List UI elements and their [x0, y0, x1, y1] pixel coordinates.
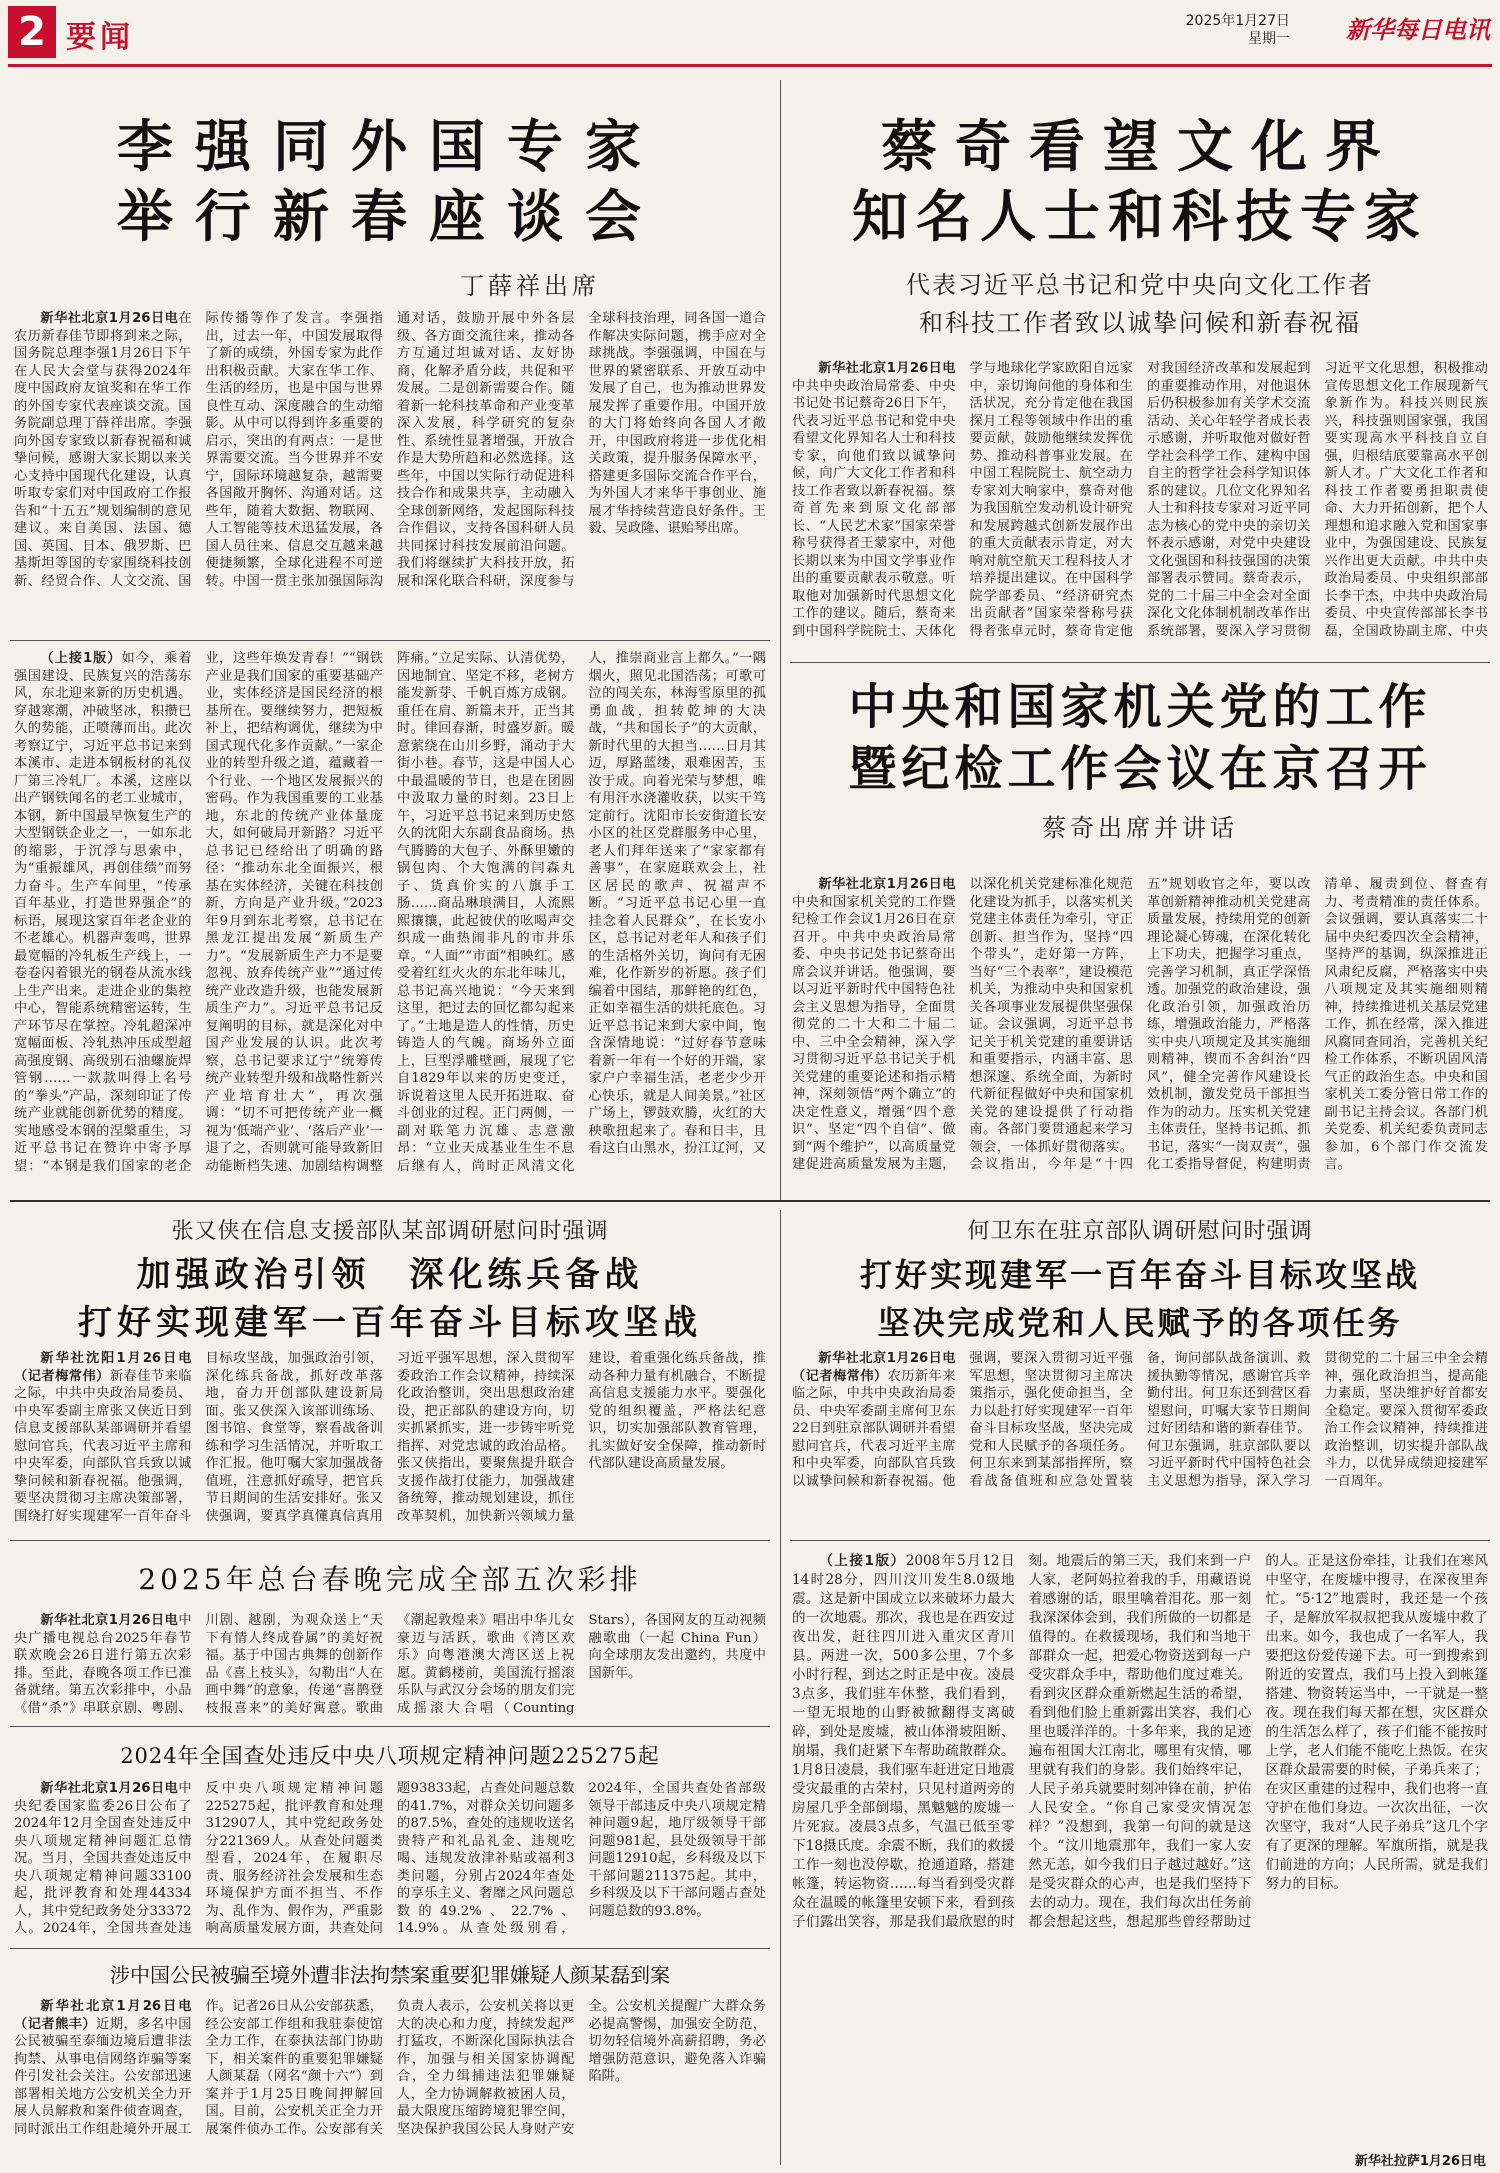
headline: 2025年总台春晚完成全部五次彩排 [138, 1563, 642, 1596]
article-li-qiang-body [14, 310, 766, 632]
column-divider [780, 1210, 781, 2165]
masthead-rule [8, 64, 1492, 67]
article-zhang-youxia-body [14, 1350, 766, 1530]
article-text: 中央纪委国家监委26日公布了2024年12月全国查处违反中央八项规定精神问题汇总情况。当月，全国共查处违反中央八项规定精神问题33100起，批评教育和处理44334人，其中党纪政务处分33372人。2024年，全国共查处违反中央八项规定精神问题225275起，批评教育和处理312907人，其中党纪政务处分221369人。从查处问题类型看，2024年，在履职尽责、服务经济社会发展和生态环境保护方面不担当、不作为、乱作为、假作为，严重影响高质量发展方面，共查处问题93833起，占查处问题总数的41.7%，对群众关切问题多的87.5%，查处的违规收送名贵特产和礼品礼金、违规吃喝、违规发放津补贴或福利3类问题，分别占2024年查处的享乐主义、奢靡之风问题总数的49.2%、22.7%、14.9%。从查处级别看，2024年，全国共查处省部级领导干部违反中央八项规定精神问题9起，地厅级领导干部问题981起，县处级领导干部问题12910起，乡科级及以下干部问题211375起。其中，乡科级及以下干部问题占查处问题总数的93.8%。 [14, 1781, 766, 1936]
headline-line2: 举行新春座谈会 [117, 184, 663, 250]
article-text: 近期，多名中国公民被骗至泰缅边境后遭非法拘禁、从事电信网络诈骗等案件引发社会关注。公安部迅速部署相关地方公安机关全力开展人员解救和案件侦查调查，同时派出工作组赴境外开展工作。记者26日从公安部获悉，经公安部工作组和我驻泰使馆全力工作，在泰执法部门协助下，相关案件的重要犯罪嫌疑人颜某磊（网名“颜十六”）到案并于1月25日晚间押解回国。目前，公安机关正全力开展案件侦办工作。公安部有关负责人表示，公安机关将以更大的决心和力度，持续发起严打猛攻，不断深化国际执法合作，加强与相关国家协调配合，全力缉捕违法犯罪嫌疑人，全力协调解救被困人员，最大限度压缩跨境犯罪空间，坚决保护我国公民人身财产安全。公安机关提醒广大群众务必提高警惕，加强安全防范，切勿轻信境外高薪招聘，务必增强防范意识，避免落入诈骗陷阱。 [14, 1999, 766, 2137]
article-central-organs-body [792, 876, 1488, 1188]
dateline: 新华社北京1月26日电 [40, 311, 179, 326]
article-cai-qi-culture [790, 112, 1490, 342]
article-text: 在农历新春佳节即将到来之际，国务院总理李强1月26日下午在人民大会堂与获得2024年度中国政府友谊奖和在华工作的外国专家代表座谈交流。国务院副总理丁薛祥出席。李强向外国专家致以新春祝福和诚挚问候，感谢大家长期以来关心支持中国现代化建设，认真听取专家们对中国政府工作报告和“十五五”规划编制的意见建议。来自美国、法国、德国、英国、日本、俄罗斯、巴基斯坦等国的专家围绕科技创新、经贸合作、人文交流、国际传播等作了发言。李强指出，过去一年，中国发展取得了新的成绩，外国专家为此作出积极贡献。大家在华工作、生活的经历，也是中国与世界良性互动、深度融合的生动缩影。从中可以得到许多重要的启示，突出的有两点：一是世界需要交流。当今世界并不安宁，国际环境越复杂，越需要各国敞开胸怀、沟通对话。这些年，随着大数据、物联网、人工智能等技术迅猛发展，各国人员往来、信息交互越来越便捷频繁，全球化进程不可逆转。中国一贯主张加强国际沟通对话，鼓励开展中外各层级、各方面交流往来，推动各方互通过坦诚对话、友好协商，化解矛盾分歧，共促和平发展。二是创新需要合作。随着新一轮科技革命和产业变革深入发展，科学研究的复杂性、系统性显著增强，开放合作是大势所趋和必然选择。这些年，中国以实际行动促进科技合作和成果共享，主动融入全球创新网络，发起国际科技合作倡议，支持各国科研人员共同探讨科技发展前沿问题。我们将继续扩大科技开放，拓展和深化联合科研，深度参与全球科技治理，同各国一道合作解决实际问题，携手应对全球挑战。李强强调，中国在与世界的紧密联系、开放互动中发展了自己，也为推动世界发展发挥了重要作用。中国开放的大门将始终向各国人才敞开，中国政府将进一步优化相关政策，提升服务保障水平，搭建更多国际交流合作平台，为外国人才来华干事创业、施展才华持续营造良好条件。王毅、吴政隆、谌贻琴出席。 [14, 311, 766, 589]
dateline: 新华社北京1月26日电 [818, 361, 956, 376]
dateline: 新华社北京1月26日电（记者熊丰） [14, 1999, 192, 2032]
dateline: 新华社北京1月26日电 [818, 877, 956, 892]
divider [10, 640, 770, 641]
newspaper-logo: 新华每日电讯 [1346, 15, 1490, 44]
article-text: 农历新年来临之际，中共中央政治局委员、中央军委副主席何卫东22日到驻京部队调研并看望慰问官兵，代表习近平主席和中央军委，向部队官兵致以诚挚问候和新春祝福。他强调，要深入贯彻习近平强军思想，坚决贯彻习主席决策指示，强化使命担当，全力以赴打好实现建军一百年奋斗目标攻坚战，坚决完成党和人民赋予的各项任务。何卫东来到某部指挥所，察看战备值班和应急处置装备，询问部队战备演训、救援执勤等情况，感谢官兵辛勤付出。何卫东还到营区看望慰问，叮嘱大家节日期间过好团结和谐的新春佳节。何卫东强调，驻京部队要以习近平新时代中国特色社会主义思想为指导，深入学习贯彻党的二十届三中全会精神，强化政治担当，提高能力素质，坚决维护好首都安全稳定。要深入贯彻军委政治工作会议精神，持续推进政治整训，切实提升部队战斗力，以优异成绩迎接建军一百周年。 [792, 1351, 1488, 1489]
article-cai-qi-culture-body [792, 360, 1488, 652]
divider [10, 1726, 770, 1727]
page-number: 2 [8, 6, 56, 58]
kicker: 何卫东在驻京部队调研慰问时强调 [967, 1219, 1313, 1244]
headline-line1: 李强同外国专家 [117, 114, 663, 180]
dateline-end: 新华社拉萨1月26日电 [1354, 2154, 1486, 2169]
article-text: 中央广播电视总台2025年春节联欢晚会26日进行第五次彩排。至此，春晚各项工作已准备就绪。第五次彩排中，小品《借“杀”》串联京剧、粤剧、川剧、越剧，为观众送上“天下有情人终成眷属”的美好祝福。基于中国古典舞的创新作品《喜上枝头》，勾勒出“人在画中舞”的意象，传递“喜鹊登枝报喜来”的美好寓意。歌曲《潮起敦煌来》唱出中华儿女豪迈与活跃，歌曲《湾区欢乐》向粤港澳大湾区送上祝愿。黄鹤楼前，美国流行摇滚乐队与武汉分会场的朋友们完成摇滚大合唱（Counting Stars），各国网友的互动视频融歌曲（一起 China Fun）向全球朋友发出邀约，共度中国新年。 [14, 1613, 766, 1716]
article-text: 中共中央政治局常委、中央书记处书记蔡奇26日下午，代表习近平总书记和党中央看望文化界知名人士和科技专家，向他们致以诚挚问候，向广大文化工作者和科技工作者致以新春祝福。蔡奇首先来到原文化部部长、“人民艺术家”国家荣誉称号获得者王蒙家中，对他长期以来为中国文学事业作出的重要贡献表示敬意。听取他对加强新时代思想文化工作的建议。随后，蔡奇来到中国科学院院士、天体化学与地球化学家欧阳自远家中，亲切询问他的身体和生活状况，充分肯定他在我国探月工程等领域中作出的重要贡献，鼓励他继续发挥优势、推动科普事业发展。在中国工程院院士、航空动力专家刘大响家中，蔡奇对他为我国航空发动机设计研究和发展跨越式创新发展作出的重大贡献表示肯定，对大响对航空航天工程科技人才培养提出建议。在中国科学院学部委员、“经济研究杰出贡献者”国家荣誉称号获得者张卓元时，蔡奇肯定他对我国经济改革和发展起到的重要推动作用，对他退休后仍积极参加有关学术交流活动、关心年轻学者成长表示感谢，并听取他对做好哲学社会科学工作、建构中国自主的哲学社会科学知识体系的建议。几位文化界知名人士和科技专家对习近平同志为核心的党中央的亲切关怀表示感谢，对党中央建设文化强国和科技强国的决策部署表示赞同。蔡奇表示，党的二十届三中全会对全面深化文化体制机制改革作出系统部署，要深入学习贯彻习近平文化思想，积极推动宣传思想文化工作展现新气象新作为。科技兴则民族兴，科技强则国家强，我国要实现高水平科技自立自强，归根结底要靠高水平创新人才。广大文化工作者和科技工作者要勇担职责使命、大力开拓创新，把个人理想和追求融入党和国家事业中，为强国建设、民族复兴作出更大贡献。中共中央政治局委员、中央组织部部长李干杰，中共中央政治局委员、中央宣传部部长李书磊，全国政协副主席、中央 [792, 361, 1488, 639]
article-text: 新春佳节来临之际，中共中央政治局委员、中央军委副主席张又侠近日到信息支援部队某部调研并看望慰问官兵，代表习近平主席和中央军委，向部队官兵致以诚挚问候和新春祝福。他强调，要坚决贯彻习主席决策部署，围绕打好实现建军一百年奋斗目标攻坚战，加强政治引领，深化练兵备战，抓好改革落地，奋力开创部队建设新局面。张又侠深入该部训练场、图书馆、食堂等，察看战备训练和学习生活情况，并听取工作汇报。他叮嘱大家加强战备值班，注意抓好疏导，把官兵节日期间的生活安排好。张又侠强调，要真学真懂真信真用习近平强军思想，深入贯彻军委政治工作会议精神，持续深化政治整训，突出思想政治建设，把正部队的建设方向，切实抓紧抓实，进一步铸牢听党指挥、对党忠诚的政治品格。张又侠指出，要聚焦提升联合支援作战打仗能力，加强战建备统筹，推动规划建设，抓住改革契机，加快新兴领域力量建设，着重强化练兵备战，推动各种力量有机融合，不断提高信息支援能力水平。要强化党的组织覆盖，严格法纪意识，切实加强部队教育管理，扎实做好安全保障，推动新时代部队建设高质量发展。 [14, 1351, 766, 1524]
divider [790, 662, 1490, 663]
headline: 涉中国公民被骗至境外遭非法拘禁案重要犯罪嫌疑人颜某磊到案 [110, 1963, 670, 1987]
section-title: 要闻 [66, 20, 134, 55]
article-text: 如今，乘着强国建设、民族复兴的浩荡东风，东北迎来新的历史机遇。穿越寒潮，冲破坚冰，积攒已久的势能，正喷薄而出。此次考察辽宁，习近平总书记来到本溪市、走进本钢板材的礼仪厂第三冷轧厂。本溪，这座以出产钢铁闻名的老工业城市，本钢，新中国最早恢复生产的大型钢铁企业之一，一如东北的缩影，于沉浮与思索中，为“重振雄风，再创佳绩”而努力奋斗。生产车间里，“传承百年基业，打造世界强企”的标语，展现这家百年老企业的不老雄心。机器声轰鸣，世界最宽幅的冷轧板生产线上，一卷卷闪着银光的钢卷从流水线上生产出来。走进企业的集控中心，智能系统精密运转，生产环节尽在掌控。冷轧超深冲宽幅面板、冷轧热冲压成型超高强度钢、高级别石油螺旋焊管钢……一款款叫得上名号的“拳头”产品，深刻印证了传统产业就能创新优势的精度。实地感受本钢的涅槃重生，习近平总书记在赞许中寄予厚望：“本钢是我们国家的老企业，这些年焕发青春！”“钢铁产业是我们国家的重要基础产业，实体经济是国民经济的根基所在。要继续努力，把短板补上，把结构调优，继续为中国式现代化多作贡献。”一家企业的转型升级之道，蕴藏着一个行业、一个地区发展振兴的密码。作为我国重要的工业基地，东北的传统产业体量庞大，如何破局开新路？习近平总书记已经给出了明确的路径：“推动东北全面振兴，根基在实体经济，关键在科技创新，方向是产业升级。”2023年9月到东北考察，总书记在黑龙江提出发展“新质生产力”。“发展新质生产力不是要忽视、放弃传统产业”“通过传统产业改造升级，也能发展新质生产力”。习近平总书记反复阐明的目标，就是深化对中国产业发展的认识。此次考察，总书记要求辽宁“统筹传统产业转型升级和战略性新兴产业培育壮大”，再次强调：“切不可把传统产业一概视为‘低端产业’、‘落后产业’一退了之，否则就可能导致新旧动能断档失速、加剧结构调整阵痛。”立足实际、认清优势，因地制宜、坚定不移，老树方能发新芽、千帆百炼方成钢。重任在肩、新篇未开，正当其时。律回春渐，时盛岁新。暖意萦绕在山川乡野，涌动于大街小巷。春节，这是中国人心中最温暖的节日，也是在团圆中汲取力量的时刻。23日上午，习近平总书记来到历史悠久的沈阳大东副食品商场。热气腾腾的大包子、外酥里嫩的锅包肉、个大饱满的闫森丸子、货真价实的八旗手工肠……商品琳琅满目，人流熙熙攘攘，此起彼伏的吆喝声交织成一曲热闹非凡的市井乐章。“人面”“市面”相映红。感受着红红火火的东北年味儿，总书记高兴地说：“今天来到这里，把过去的回忆都勾起来了。”土地是造人的性情，历史铸造人的气魄。商场外立面上，巨型浮雕壁画，展现了它自1829年以来的历史变迁，诉说着这里人民开拓进取、奋斗创业的过程。正门两侧，一副对联笔力沉雄、志意激昂：“立业天成基业生生不息后继有人，尚时正风清文化人，推崇商业言上都久。”一隅烟火，照见北国浩荡；可歌可泣的闯关东，林海雪原里的孤勇血战，担转乾坤的大决战，“共和国长子”的大贡献，新时代里的大担当……日月其迈，厚路蓝缕，艰难困苦，玉汝于成。向着光荣与梦想，唯有用汗水浇灌收获，以实干笃定前行。沈阳市长安街道长安小区的社区党群服务中心里，老人们拜年送来了“家家都有善事”，在家庭联欢会上，社区居民的歌声、祝福声不断。“习近平总书记心里一直挂念着人民群众”，在长安小区，总书记对老年人和孩子们的生活格外关切，询问有无困难，化作新岁的祈愿。孩子们编着中国结，那鲜艳的红色，正如幸福生活的烘托底色。习近平总书记来到大家中间，饱含深情地说：“过好春节意味着新一年有一个好的开端，家家户户幸福生活，老老少少开心快乐，就是人间美景。”社区广场上，锣鼓欢腾，火红的大秧歌扭起来了。春和日丰，且看这白山黑水，扮江辽河，又 [14, 651, 766, 1174]
article-zhang-youxia [10, 1214, 770, 1347]
article-fraud-case-body [14, 1998, 766, 2166]
subheadline: 蔡奇出席并讲话 [1042, 814, 1238, 842]
article-text: 中央和国家机关党的工作暨纪检工作会议1月26日在京召开。中共中央政治局常委、中央书记处书记蔡奇出席会议并讲话。他强调，要以习近平新时代中国特色社会主义思想为指导，全面贯彻党的二十大和二十届二中、三中全会精神，深入学习贯彻习近平总书记关于机关党建的重要论述和指示精神，深刻领悟“两个确立”的决定性意义，增强“四个意识”、坚定“四个自信”、做到“两个维护”，以高质量党建促进高质量发展为主题，以深化机关党建标准化规范化建设为抓手，以落实机关党建主体责任为牵引，守正创新、担当作为，坚持“四个带头”，走好第一方阵，当好“三个表率”，建设模范机关，为推动中央和国家机关各项事业发展提供坚强保证。会议强调，习近平总书记关于机关党建的重要讲话和重要指示，内涵丰富、思想深邃、系统全面，为新时代新征程做好中央和国家机关党的建设提供了行动指南。各部门要贯通起来学习领会，一体抓好贯彻落实。会议指出，今年是“十四五”规划收官之年，要以改革创新精神推动机关党建高质量发展，持续用党的创新理论凝心铸魂，在深化转化上下功夫，把握学习重点，完善学习机制，真正学深悟透。加强党的政治建设，强化政治引领，加强政治历练，增强政治能力，严格落实中央八项规定及其实施细则精神，锲而不舍纠治“四风”，健全完善作风建设长效机制，激发党员干部担当作为的动力。压实机关党建主体责任，坚持书记抓、抓书记，落实“一岗双责”，强化工委指导督促，构建明责清单、履责到位、督查有力、考责精准的责任体系。会议强调，要认真落实二十届中央纪委四次全会精神，坚持严的基调，纵深推进正风肃纪反腐，严格落实中央八项规定及其实施细则精神，持续推进机关基层党建工作，抓在经常，深入推进风腐同查同治，完善机关纪检工作体系，不断巩固风清气正的政治生态。中央和国家机关工委分管日常工作的副书记主持会议。各部门机关党委、机关纪委负责同志参加，6个部门作交流发言。 [792, 877, 1488, 1172]
divider [10, 1200, 1490, 1202]
divider [10, 1948, 770, 1949]
headline-line1: 打好实现建军一百年奋斗目标攻坚战 [859, 1256, 1420, 1294]
column-divider [780, 80, 781, 1200]
issue-date [1186, 12, 1290, 48]
dateline: 新华社沈阳1月26日电（记者梅常伟） [14, 1351, 192, 1384]
article-fraud-case [10, 1960, 770, 1990]
dateline: 新华社北京1月26日电 [40, 1781, 179, 1796]
subheadline-2: 和科技工作者致以诚挚问候和新春祝福 [919, 309, 1361, 337]
headline-line2: 打好实现建军一百年奋斗目标攻坚战 [78, 1303, 702, 1343]
subheadline: 丁薛祥出席 [460, 272, 600, 300]
issue-weekday: 星期一 [1248, 31, 1290, 47]
headline-line1: 中央和国家机关党的工作 [848, 679, 1432, 735]
continued-tag: （上接1版） [40, 651, 122, 666]
dateline: 新华社北京1月26日电（记者梅常伟） [792, 1351, 956, 1384]
headline: 2024年全国查处违反中央八项规定精神问题225275起 [120, 1744, 660, 1768]
subheadline-1: 代表习近平总书记和党中央向文化工作者 [906, 271, 1374, 299]
headline-line1: 蔡奇看望文化界 [881, 114, 1399, 180]
headline-line2: 知名人士和科技专家 [852, 184, 1428, 250]
divider [10, 1540, 770, 1541]
article-eight-point-rules-body [14, 1780, 766, 1940]
headline-line2: 暨纪检工作会议在京召开 [848, 741, 1432, 797]
article-spring-gala [10, 1560, 770, 1600]
divider [790, 1540, 1490, 1541]
article-he-weidong-body [792, 1350, 1488, 1530]
kicker: 张又侠在信息支援部队某部调研慰问时强调 [171, 1219, 609, 1244]
article-li-qiang [10, 112, 770, 301]
article-eight-point-rules [10, 1740, 770, 1772]
headline-line2: 坚决完成党和人民赋予的各项任务 [877, 1304, 1403, 1342]
dateline: 新华社北京1月26日电 [40, 1613, 179, 1628]
article-continued-rescue [792, 1552, 1488, 2148]
article-central-organs [790, 676, 1490, 843]
article-he-weidong [790, 1214, 1490, 1347]
issue-date-text: 2025年1月27日 [1185, 13, 1290, 29]
headline-line1: 加强政治引领 深化练兵备战 [136, 1255, 644, 1295]
continued-tag: （上接1版） [819, 1553, 906, 1569]
article-spring-gala-body [14, 1612, 766, 1718]
article-continued [14, 650, 766, 1188]
article-text: 2008年5月12日14时28分，四川汶川发生8.0级地震。这是新中国成立以来破坏力最大的一次地震。那次，我也是在西安过夜出发，赶往四川进入重灾区青川县。两进一次，500多公里，7个多小时行程，到达之时正是中夜。凌晨3点多，我们驻车休整，我们看到，一望无垠地的山野被掀翻得支离破碎，到处是废墟，被山体滑坡阻断、崩塌，我们赶紧下车帮助疏散群众。1月8日凌晨，我们驱车赶进定日地震受灾最重的古荣村，只见村道两旁的房屋几乎全部倒塌，黑魆魆的废墟一片死寂。凌晨3点多，气温已低至零下18摄氏度。余震不断，我们的救援工作一刻也没停歇，抢通道路，搭建帐篷，转运物资……每当看到受灾群众在温暖的帐篷里安顿下来，看到孩子们露出笑容，那是我们最欣慰的时刻。地震后的第三天，我们来到一户人家，老阿妈拉着我的手，用藏语说着感谢的话，眼里噙着泪花。那一刻我深深体会到，我们所做的一切都是值得的。在救援现场，我们和当地干部群众一起，把爱心物资送到每一户受灾群众手中，帮助他们度过难关。看到灾区群众重新燃起生活的希望，看到他们脸上重新露出笑容，我们心里也暖洋洋的。十多年来，我的足迹遍布祖国大江南北，哪里有灾情，哪里就有我们的身影。我们始终牢记，人民子弟兵就要时刻冲锋在前，护佑人民安全。“你自己家受灾情况怎样？”没想到，我第一句问的就是这个。“汶川地震那年，我们一家人安然无恙，如今我们日子越过越好。”这是受灾群众的心声，也是我们坚持下去的动力。现在，我们每次出任务前都会想起这些，想起那些曾经帮助过的人。正是这份牵挂，让我们在寒风中坚守，在废墟中搜寻，在深夜里奔忙。“5·12”地震时，我还是一个孩子，是解放军叔叔把我从废墟中救了出来。如今，我也成了一名军人，我要把这份爱传递下去。可一到搜索到附近的安置点，我们马上投入到帐篷搭建、物资转运当中，一干就是一整夜。现在我们每天都在想，灾区群众的生活怎么样了，孩子们能不能按时上学，老人们能不能吃上热饭。在灾区群众最需要的时候，子弟兵来了；在灾区重建的过程中，我们也将一直守护在他们身边。一次次出征，一次次坚守，我对“人民子弟兵”这几个字有了更深的理解。军旗所指，就是我们前进的方向；人民所需，就是我们努力的目标。 [792, 1553, 1488, 1930]
